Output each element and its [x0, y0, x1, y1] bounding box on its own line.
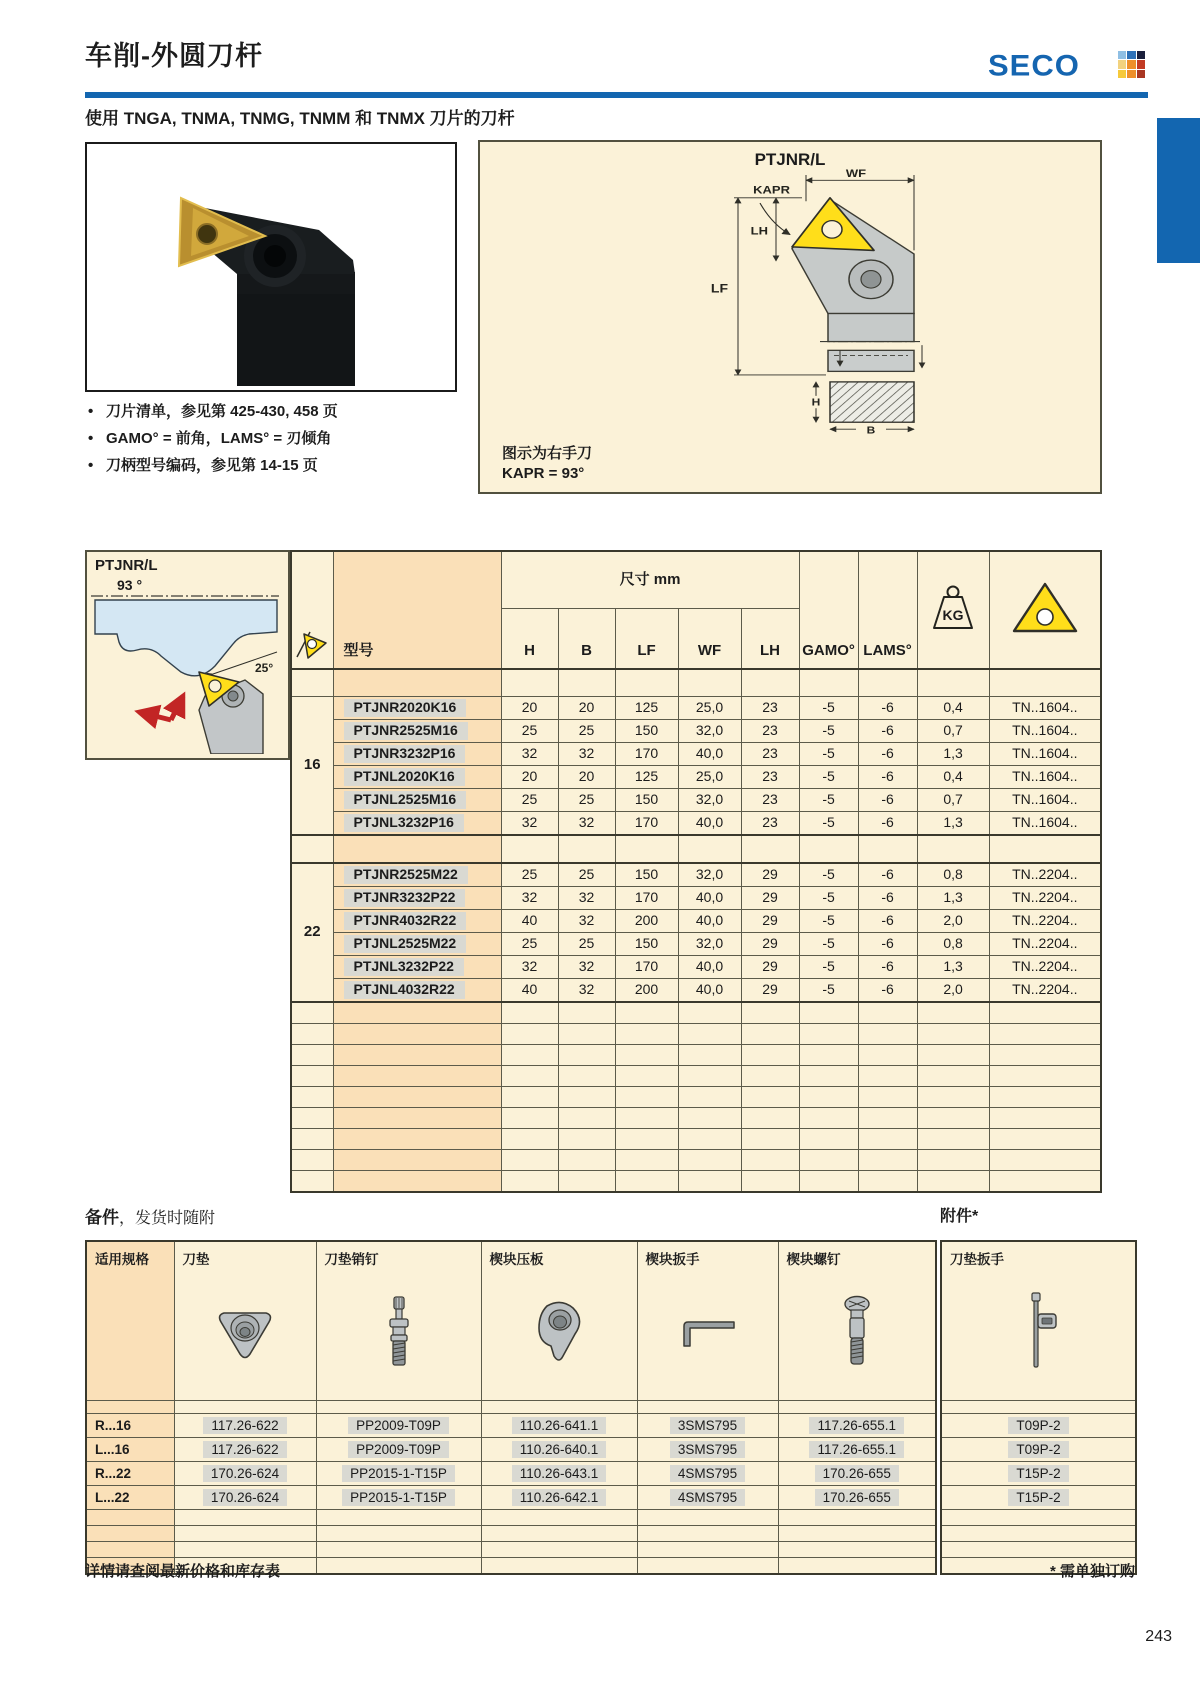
empty-row	[941, 1510, 1136, 1526]
insert-code: TN..2204..	[989, 956, 1101, 979]
dim-value: 1,3	[917, 887, 989, 910]
spare-row	[86, 1486, 936, 1510]
spec-row	[291, 956, 1101, 979]
part-number: PP2015-1-T15P	[316, 1486, 481, 1510]
seco-logo-mosaic-icon	[1118, 51, 1145, 78]
dim-value: -6	[858, 743, 917, 766]
header-rule	[85, 92, 1148, 98]
part-number: PP2009-T09P	[316, 1414, 481, 1438]
spec-row	[291, 743, 1101, 766]
application-box	[85, 550, 290, 760]
dim-value: 40,0	[678, 979, 741, 1003]
dim-value: 23	[741, 812, 799, 836]
insert-code: TN..2204..	[989, 910, 1101, 933]
note-item: • 刀柄型号编码，参见第 14-15 页	[88, 452, 338, 479]
dim-value: 23	[741, 697, 799, 720]
dim-value: 32	[558, 887, 615, 910]
dim-value: 32	[558, 910, 615, 933]
empty-row	[291, 1024, 1101, 1045]
empty-row	[291, 1045, 1101, 1066]
spec-row	[291, 720, 1101, 743]
size-group-label: 16	[291, 697, 333, 836]
col-header-lh: LH	[741, 609, 799, 670]
part-number: 117.26-655.1	[778, 1414, 936, 1438]
dim-value: 25	[501, 789, 558, 812]
dim-value: 0,7	[917, 789, 989, 812]
insert-code: TN..1604..	[989, 697, 1101, 720]
col-header-h: H	[501, 609, 558, 670]
empty-row	[291, 1150, 1101, 1171]
dim-value: 0,4	[917, 766, 989, 789]
empty-row	[291, 1171, 1101, 1193]
spec-row	[291, 766, 1101, 789]
dim-value: 25	[558, 863, 615, 887]
dim-value: 1,3	[917, 743, 989, 766]
wedge-clamp-icon	[531, 1298, 587, 1366]
dim-label-wf: WF	[845, 168, 867, 180]
shim-pin-header: 刀垫销钉	[316, 1241, 481, 1401]
bullet-icon: •	[88, 403, 94, 420]
dim-value: 40,0	[678, 743, 741, 766]
weight-kg-icon	[930, 584, 976, 632]
wedge-screw-header: 楔块螺钉	[778, 1241, 936, 1401]
dim-value: 150	[615, 789, 678, 812]
spec-row	[291, 910, 1101, 933]
triangle-insert-icon	[1009, 579, 1081, 637]
spec-range: R...22	[86, 1462, 174, 1486]
dim-value: 20	[501, 697, 558, 720]
spec-row	[291, 933, 1101, 956]
dim-value: 1,3	[917, 812, 989, 836]
empty-row	[86, 1526, 936, 1542]
dim-value: 25	[558, 720, 615, 743]
spec-range: L...22	[86, 1486, 174, 1510]
spec-row	[291, 812, 1101, 836]
accessory-row	[941, 1438, 1136, 1462]
dim-value: 40,0	[678, 956, 741, 979]
part-number: 110.26-643.1	[481, 1462, 637, 1486]
part-number: 110.26-640.1	[481, 1438, 637, 1462]
insert-mini-icon	[295, 630, 329, 660]
spare-row	[86, 1414, 936, 1438]
model-number: PTJNR2525M16	[333, 720, 501, 743]
shim-header: 刀垫	[174, 1241, 316, 1401]
part-number: 170.26-624	[174, 1486, 316, 1510]
spacer-row	[291, 669, 1101, 697]
dim-value: 200	[615, 979, 678, 1003]
accessory-table-body	[941, 1401, 1136, 1575]
diagram-title: PTJNR/L	[754, 150, 826, 169]
model-number: PTJNL4032R22	[333, 979, 501, 1003]
spec-range-header: 适用规格	[86, 1241, 174, 1401]
dim-value: 32,0	[678, 720, 741, 743]
part-number: 170.26-655	[778, 1486, 936, 1510]
dim-value: -6	[858, 956, 917, 979]
dim-value: 23	[741, 720, 799, 743]
spec-row	[291, 789, 1101, 812]
part-number: PP2009-T09P	[316, 1438, 481, 1462]
empty-row	[941, 1542, 1136, 1558]
dim-value: -6	[858, 979, 917, 1003]
dim-value: 29	[741, 979, 799, 1003]
shim-icon	[214, 1301, 276, 1363]
dim-value: 40	[501, 979, 558, 1003]
dim-value: 40,0	[678, 812, 741, 836]
part-number: 4SMS795	[637, 1462, 778, 1486]
dim-value: -6	[858, 697, 917, 720]
part-number: 3SMS795	[637, 1414, 778, 1438]
empty-row	[291, 1002, 1101, 1024]
dimension-diagram-box	[478, 140, 1102, 494]
spare-table-body	[86, 1401, 936, 1575]
wedge-screw-icon	[843, 1295, 871, 1369]
insert-code: TN..1604..	[989, 789, 1101, 812]
accessory-row	[941, 1414, 1136, 1438]
dim-label-kapr: KAPR	[753, 183, 790, 197]
dim-value: 125	[615, 697, 678, 720]
shim-pin-icon	[386, 1295, 412, 1369]
dim-value: -6	[858, 933, 917, 956]
dim-value: -5	[799, 697, 858, 720]
dim-value: 25	[558, 789, 615, 812]
dim-value: 170	[615, 743, 678, 766]
part-number: 4SMS795	[637, 1486, 778, 1510]
dim-value: -5	[799, 766, 858, 789]
spare-row	[86, 1438, 936, 1462]
dim-label-lf: LF	[710, 281, 728, 296]
model-number: PTJNR4032R22	[333, 910, 501, 933]
dim-value: 32,0	[678, 933, 741, 956]
dim-value: 2,0	[917, 910, 989, 933]
tool-photo	[85, 142, 457, 392]
dim-value: 170	[615, 887, 678, 910]
dim-value: 32	[501, 743, 558, 766]
accessory-row	[941, 1462, 1136, 1486]
spare-row	[86, 1462, 936, 1486]
dim-value: 25	[558, 933, 615, 956]
dim-value: -5	[799, 910, 858, 933]
part-number: 110.26-642.1	[481, 1486, 637, 1510]
wedge-clamp-header: 楔块压板	[481, 1241, 637, 1401]
dim-value: 40	[501, 910, 558, 933]
notes-list	[88, 398, 338, 479]
dim-value: -5	[799, 933, 858, 956]
diagram-caption-1: 图示为右手刀	[502, 445, 593, 462]
dimension-drawing	[488, 168, 1048, 438]
accessories-title: 附件*	[940, 1208, 979, 1225]
dim-value: 32,0	[678, 863, 741, 887]
model-number: PTJNR3232P22	[333, 887, 501, 910]
part-number: 3SMS795	[637, 1438, 778, 1462]
dim-value: 20	[558, 697, 615, 720]
dim-value: 0,4	[917, 697, 989, 720]
part-number: T09P-2	[941, 1438, 1136, 1462]
dim-label-b: B	[866, 425, 876, 437]
model-number: PTJNL2525M22	[333, 933, 501, 956]
dim-value: -6	[858, 812, 917, 836]
dim-value: 20	[558, 766, 615, 789]
dim-value: 40,0	[678, 887, 741, 910]
dim-value: 32	[501, 812, 558, 836]
app-box-angle: 93 °	[117, 577, 143, 593]
dim-label-lh: LH	[750, 224, 768, 238]
dim-value: 25	[501, 863, 558, 887]
dim-value: -6	[858, 863, 917, 887]
dim-value: 23	[741, 743, 799, 766]
page-edge-tab	[1157, 118, 1200, 263]
model-number: PTJNR3232P16	[333, 743, 501, 766]
spec-range: R...16	[86, 1414, 174, 1438]
dim-value: 170	[615, 956, 678, 979]
dim-value: 40,0	[678, 910, 741, 933]
insert-code: TN..1604..	[989, 812, 1101, 836]
part-number: 170.26-624	[174, 1462, 316, 1486]
col-header-lf: LF	[615, 609, 678, 670]
insert-code: TN..2204..	[989, 933, 1101, 956]
dim-value: 25,0	[678, 697, 741, 720]
dim-value: -5	[799, 887, 858, 910]
col-header-wf: WF	[678, 609, 741, 670]
dim-value: -5	[799, 956, 858, 979]
part-number: PP2015-1-T15P	[316, 1462, 481, 1486]
wedge-wrench-header: 楔块扳手	[637, 1241, 778, 1401]
dim-value: -5	[799, 720, 858, 743]
dim-value: -6	[858, 887, 917, 910]
insert-mini-icon-cell	[291, 551, 333, 669]
dim-value: -5	[799, 979, 858, 1003]
dim-value: 125	[615, 766, 678, 789]
insert-code: TN..2204..	[989, 979, 1101, 1003]
spec-row	[291, 887, 1101, 910]
shim-wrench-icon	[1017, 1292, 1061, 1372]
insert-code: TN..2204..	[989, 863, 1101, 887]
accessory-table	[940, 1240, 1137, 1575]
dim-value: 23	[741, 766, 799, 789]
part-number: 117.26-622	[174, 1438, 316, 1462]
model-number: PTJNL3232P22	[333, 956, 501, 979]
dim-value: 29	[741, 956, 799, 979]
dim-value: 32	[558, 956, 615, 979]
dimensions-header: 尺寸 mm	[501, 551, 799, 609]
dim-value: -5	[799, 743, 858, 766]
empty-row	[86, 1510, 936, 1526]
dim-value: -5	[799, 789, 858, 812]
col-header-b: B	[558, 609, 615, 670]
model-number: PTJNL2525M16	[333, 789, 501, 812]
part-number: T09P-2	[941, 1414, 1136, 1438]
dim-value: 0,7	[917, 720, 989, 743]
dim-value: 29	[741, 910, 799, 933]
part-number: 117.26-622	[174, 1414, 316, 1438]
spare-parts-table	[85, 1240, 937, 1575]
col-header-lams: LAMS°	[858, 551, 917, 669]
dim-value: 1,3	[917, 956, 989, 979]
spacer-row	[291, 835, 1101, 863]
part-number: 117.26-655.1	[778, 1438, 936, 1462]
dim-value: -6	[858, 766, 917, 789]
application-drawing	[87, 588, 284, 754]
empty-row	[941, 1526, 1136, 1542]
accessory-row	[941, 1486, 1136, 1510]
note-item: • GAMO° = 前角，LAMS° = 刃倾角	[88, 425, 338, 452]
size-group-label: 22	[291, 863, 333, 1002]
dim-value: 32,0	[678, 789, 741, 812]
model-number: PTJNL2020K16	[333, 766, 501, 789]
dim-value: 32	[558, 979, 615, 1003]
spares-title: 备件，发货时随附	[85, 1208, 216, 1227]
dim-value: 150	[615, 933, 678, 956]
app-box-title: PTJNR/L	[95, 557, 158, 574]
spacer-row	[941, 1401, 1136, 1414]
dim-value: 23	[741, 789, 799, 812]
insert-code: TN..1604..	[989, 743, 1101, 766]
spacer-row	[86, 1401, 936, 1414]
dim-value: 150	[615, 863, 678, 887]
dim-value: 25	[501, 720, 558, 743]
insert-code: TN..1604..	[989, 766, 1101, 789]
dim-value: -6	[858, 789, 917, 812]
dim-value: 20	[501, 766, 558, 789]
main-spec-table	[290, 550, 1102, 1193]
dim-label-h: H	[811, 397, 821, 409]
tool-photo-drawing	[87, 144, 451, 386]
dim-value: 29	[741, 887, 799, 910]
dim-value: -6	[858, 720, 917, 743]
dim-value: 150	[615, 720, 678, 743]
seco-logo-text: SECO	[988, 48, 1080, 83]
footer-note-right: * 需单独订购	[1049, 1563, 1135, 1580]
main-table-body	[291, 669, 1101, 1192]
insert-code: TN..1604..	[989, 720, 1101, 743]
section-subtitle: 使用 TNGA, TNMA, TNMG, TNMM 和 TNMX 刀片的刀杆	[85, 109, 515, 128]
model-number: PTJNL3232P16	[333, 812, 501, 836]
part-number: T15P-2	[941, 1486, 1136, 1510]
app-angle-note: 25°	[255, 661, 274, 675]
part-number: 170.26-655	[778, 1462, 936, 1486]
dim-value: 32	[558, 743, 615, 766]
empty-row	[291, 1066, 1101, 1087]
dim-value: -6	[858, 910, 917, 933]
col-header-gamo: GAMO°	[799, 551, 858, 669]
bullet-icon: •	[88, 457, 94, 474]
note-item: • 刀片清单，参见第 425-430, 458 页	[88, 398, 338, 425]
dim-value: 32	[501, 887, 558, 910]
spec-row	[291, 697, 1101, 720]
spec-row	[291, 979, 1101, 1003]
dim-value: 2,0	[917, 979, 989, 1003]
insert-code: TN..2204..	[989, 887, 1101, 910]
empty-row	[86, 1542, 936, 1558]
model-number: PTJNR2020K16	[333, 697, 501, 720]
dim-value: 0,8	[917, 933, 989, 956]
dim-value: 0,8	[917, 863, 989, 887]
empty-row	[291, 1087, 1101, 1108]
dim-value: 25,0	[678, 766, 741, 789]
page-title: 车削-外圆刀杆	[85, 41, 263, 71]
part-number: 110.26-641.1	[481, 1414, 637, 1438]
shim-wrench-header: 刀垫扳手	[941, 1241, 1136, 1401]
dim-value: 29	[741, 933, 799, 956]
spec-range: L...16	[86, 1438, 174, 1462]
model-column-header: 型号	[333, 551, 501, 669]
svg-text:KG: KG	[942, 607, 964, 624]
dim-value: 25	[501, 933, 558, 956]
part-number: T15P-2	[941, 1462, 1136, 1486]
dim-value: 200	[615, 910, 678, 933]
diagram-caption-2: KAPR = 93°	[502, 465, 585, 482]
model-number: PTJNR2525M22	[333, 863, 501, 887]
dim-value: -5	[799, 863, 858, 887]
dim-value: 32	[558, 812, 615, 836]
dim-value: 170	[615, 812, 678, 836]
dim-value: 29	[741, 863, 799, 887]
dim-value: 32	[501, 956, 558, 979]
spec-row	[291, 863, 1101, 887]
weight-kg-icon-cell	[917, 551, 989, 669]
dim-value: -5	[799, 812, 858, 836]
triangle-insert-icon-cell	[989, 551, 1101, 669]
footer-note-left: 详情请查阅最新价格和库存表	[85, 1563, 281, 1580]
empty-row	[291, 1129, 1101, 1150]
bullet-icon: •	[88, 430, 94, 447]
wedge-wrench-icon	[676, 1312, 740, 1352]
empty-row	[291, 1108, 1101, 1129]
page-number: 243	[1145, 1628, 1172, 1645]
